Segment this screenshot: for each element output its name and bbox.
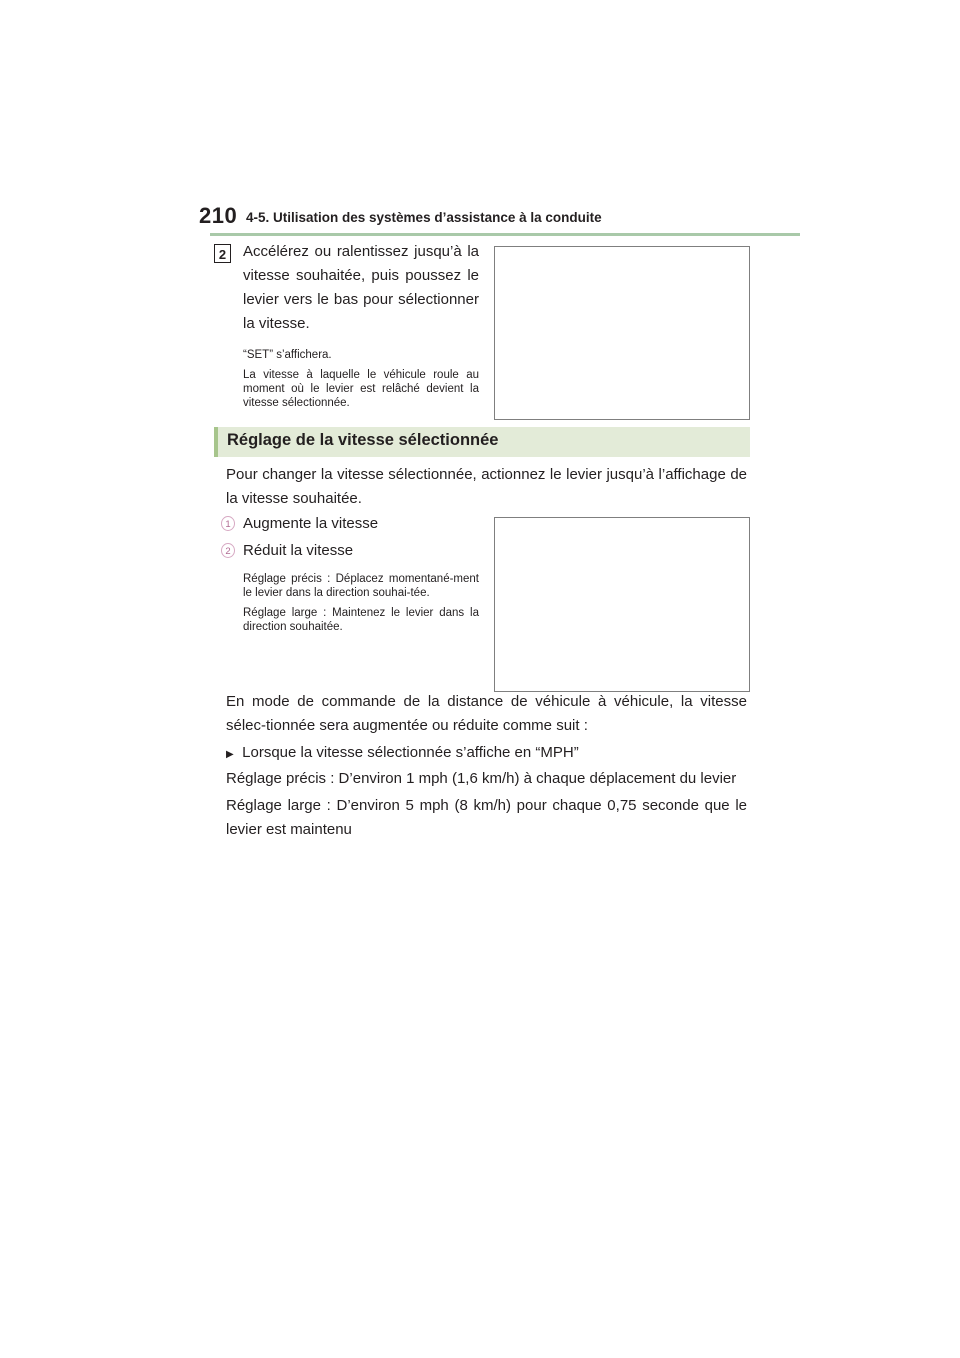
item-2-number: 2 [221, 543, 235, 558]
step-2-illustration [494, 246, 750, 420]
item-1-number: 1 [221, 516, 235, 531]
large-adjust-text: Réglage large : D’environ 5 mph (8 km/h) pour chaque 0,75 seconde que le levier est maintenu [226, 797, 747, 838]
mph-bullet [226, 741, 747, 765]
page-number: 210 [199, 203, 238, 228]
note-large: Réglage large : Maintenez le levier dans la direction souhaitée. [243, 607, 479, 633]
item-2-label: Réduit la vitesse [243, 542, 354, 559]
item-1-label: Augmente la vitesse [243, 515, 379, 532]
section-heading-bar [214, 427, 750, 457]
section-intro: Pour changer la vitesse sélectionnée, actionnez le levier jusqu’à l’affichage de la vitesse souhaitée. [226, 466, 747, 507]
header-rule [210, 233, 800, 236]
step-2-note-speed: La vitesse à laquelle le véhicule roule au moment où le levier est relâché devient la vitesse sélectionnée. [243, 369, 479, 409]
step-2-badge: 2 [214, 244, 231, 263]
section-heading: Réglage de la vitesse sélectionnée [227, 431, 499, 449]
adjust-notes [243, 572, 479, 634]
triangle-bullet-icon: ▶ [226, 749, 234, 760]
mode-text: En mode de commande de la distance de véhicule à véhicule, la vitesse sélec-tionnée sera augmentée ou réduite comme suit : [226, 693, 747, 734]
step-2-text: Accélérez ou ralentissez jusqu’à la vitesse souhaitée, puis poussez le levier vers le bas pour sélectionner la vitesse. [243, 243, 479, 332]
step-2-block [243, 240, 479, 410]
section-title: 4-5. Utilisation des systèmes d’assistance à la conduite [246, 210, 602, 225]
mph-bullet-text: Lorsque la vitesse sélectionnée s’affiche en “MPH” [242, 744, 579, 761]
note-fine: Réglage précis : Déplacez momentané-ment le levier dans la direction souhai-tée. [243, 573, 479, 599]
step-2-note-set: “SET” s’affichera. [243, 349, 332, 361]
lever-illustration [494, 517, 750, 692]
fine-adjust-text: Réglage précis : D’environ 1 mph (1,6 km/h) à chaque déplacement du levier [226, 770, 737, 787]
